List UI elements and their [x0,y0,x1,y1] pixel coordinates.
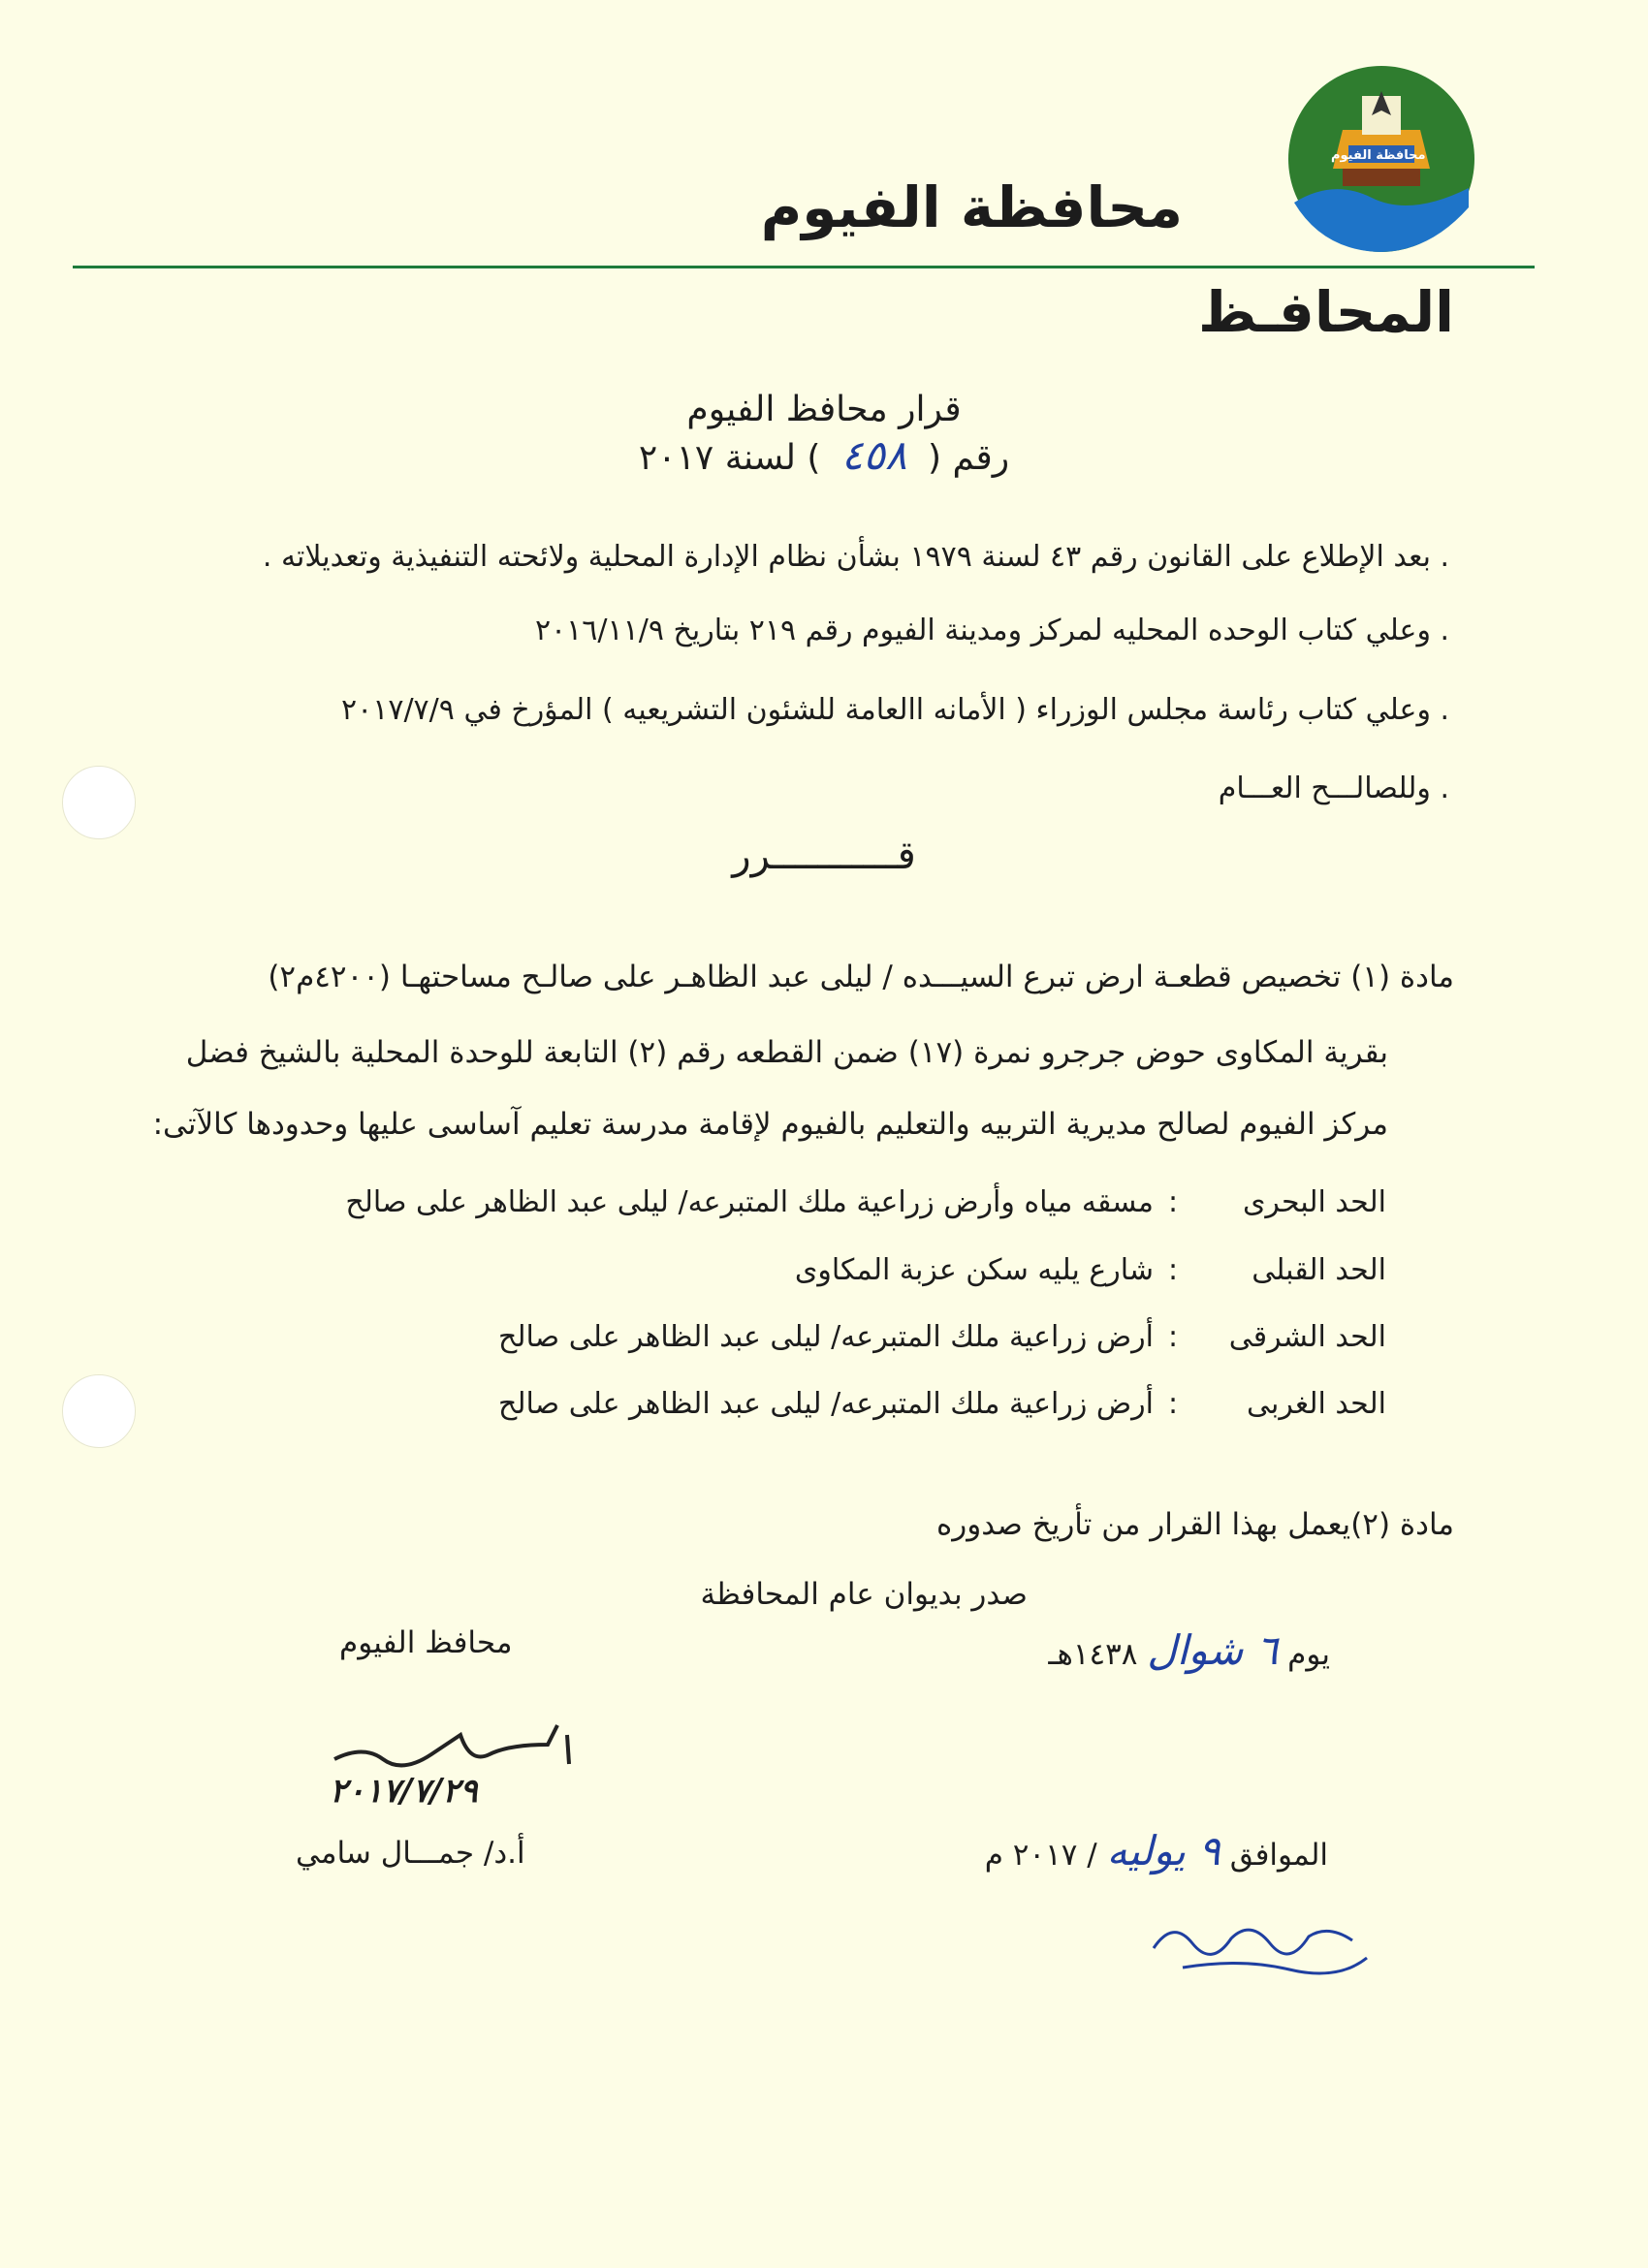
signatory-title: محافظ الفيوم [339,1625,513,1660]
governor-office-title: المحافـظ [1197,279,1454,345]
punch-hole-top [62,766,136,839]
boundary-label: الحد الغربى [1247,1387,1386,1421]
article-1-line: بقرية المكاوى حوض جرجرو نمرة (١٧) ضمن القطعه رقم (٢) التابعة للوحدة المحلية بالشيخ فضل [185,1035,1388,1070]
gregorian-label: الموافق [1229,1838,1328,1873]
issued-at: صدر بديوان عام المحافظة [700,1577,1028,1612]
signatory-name: أ.د/ جمـــال سامي [296,1836,525,1871]
header-divider [73,266,1535,268]
boundary-label: الحد الشرقى [1228,1320,1386,1354]
boundary-west: الحد الغربى:أرض زراعية ملك المتبرعه/ ليلى عبد الظاهر على صالح [498,1387,1386,1421]
decree-number-line [0,431,1648,479]
preamble-line: . وللصالـــح العـــام [1218,772,1449,805]
article-1-line: مركز الفيوم لصالح مديرية التربيه والتعليم بالفيوم لإقامة مدرسة تعليم آساسى عليها وحدودها كالآتى: [152,1107,1388,1142]
hijri-date-handwritten: ٦ شوال [1147,1626,1279,1674]
decides-heading: قـــــــــــرر [732,834,916,878]
article-2: مادة (٢)يعمل بهذا القرار من تأريخ صدوره [936,1507,1454,1542]
preamble-line: . بعد الإطلاع على القانون رقم ٤٣ لسنة ١٩٧٩ بشأن نظام الإدارة المحلية ولائحته التنفيذية وتعديلاته . [262,540,1449,574]
logo-text: محافظة الفيوم [1331,148,1426,163]
boundary-label: الحد القبلى [1252,1253,1386,1287]
decree-title: قرار محافظ الفيوم [686,390,962,429]
gregorian-year: / ٢٠١٧ م [984,1838,1097,1873]
issued-day-label: يوم [1287,1637,1330,1672]
preamble-line: . وعلي كتاب الوحده المحليه لمركز ومدينة الفيوم رقم ٢١٩ بتاريخ ٢٠١٦/١١/٩ [534,614,1449,647]
boundary-value: أرض زراعية ملك المتبرعه/ ليلى عبد الظاهر على صالح [498,1320,1154,1354]
boundary-north: الحد البحرى:مسقه مياه وأرض زراعية ملك المتبرعه/ ليلى عبد الظاهر على صالح [345,1185,1386,1219]
issued-day-line [1048,1626,1330,1674]
gregorian-date-handwritten: ٩ يوليه [1106,1827,1220,1874]
decree-year: ) لسنة ٢٠١٧ [638,438,821,478]
governorate-name: محافظة الفيوم [760,174,1183,240]
boundary-value: أرض زراعية ملك المتبرعه/ ليلى عبد الظاهر على صالح [498,1387,1154,1421]
boundary-value: مسقه مياه وأرض زراعية ملك المتبرعه/ ليلى عبد الظاهر على صالح [345,1185,1154,1219]
punch-hole-bottom [62,1374,136,1448]
decree-number: ٤٥٨ [840,431,907,479]
gregorian-date-line [985,1827,1328,1874]
hijri-year: ١٤٣٨هـ [1048,1637,1138,1672]
boundary-value: شارع يليه سكن عزبة المكاوى [794,1253,1154,1287]
article-1-line: مادة (١) تخصيص قطعـة ارض تبرع السيـــده / ليلى عبد الظاهـر على صالـح مساحتهـا (٤٢٠٠م٢) [268,960,1454,994]
decree-number-label: رقم ( [928,438,1010,478]
boundary-label: الحد البحرى [1242,1185,1386,1219]
boundary-south: الحد القبلى:شارع يليه سكن عزبة المكاوى [794,1253,1386,1287]
preamble-line: . وعلي كتاب رئاسة مجلس الوزراء ( الأمانه االعامة للشئون التشريعيه ) المؤرخ في ٢٠١٧/٧/٩ [341,693,1449,727]
handwritten-note [1144,1900,1377,1987]
boundary-east: الحد الشرقى:أرض زراعية ملك المتبرعه/ ليلى عبد الظاهر على صالح [498,1320,1386,1354]
signature-date: ٢٠١٧/٧/٢٩ [330,1772,478,1811]
